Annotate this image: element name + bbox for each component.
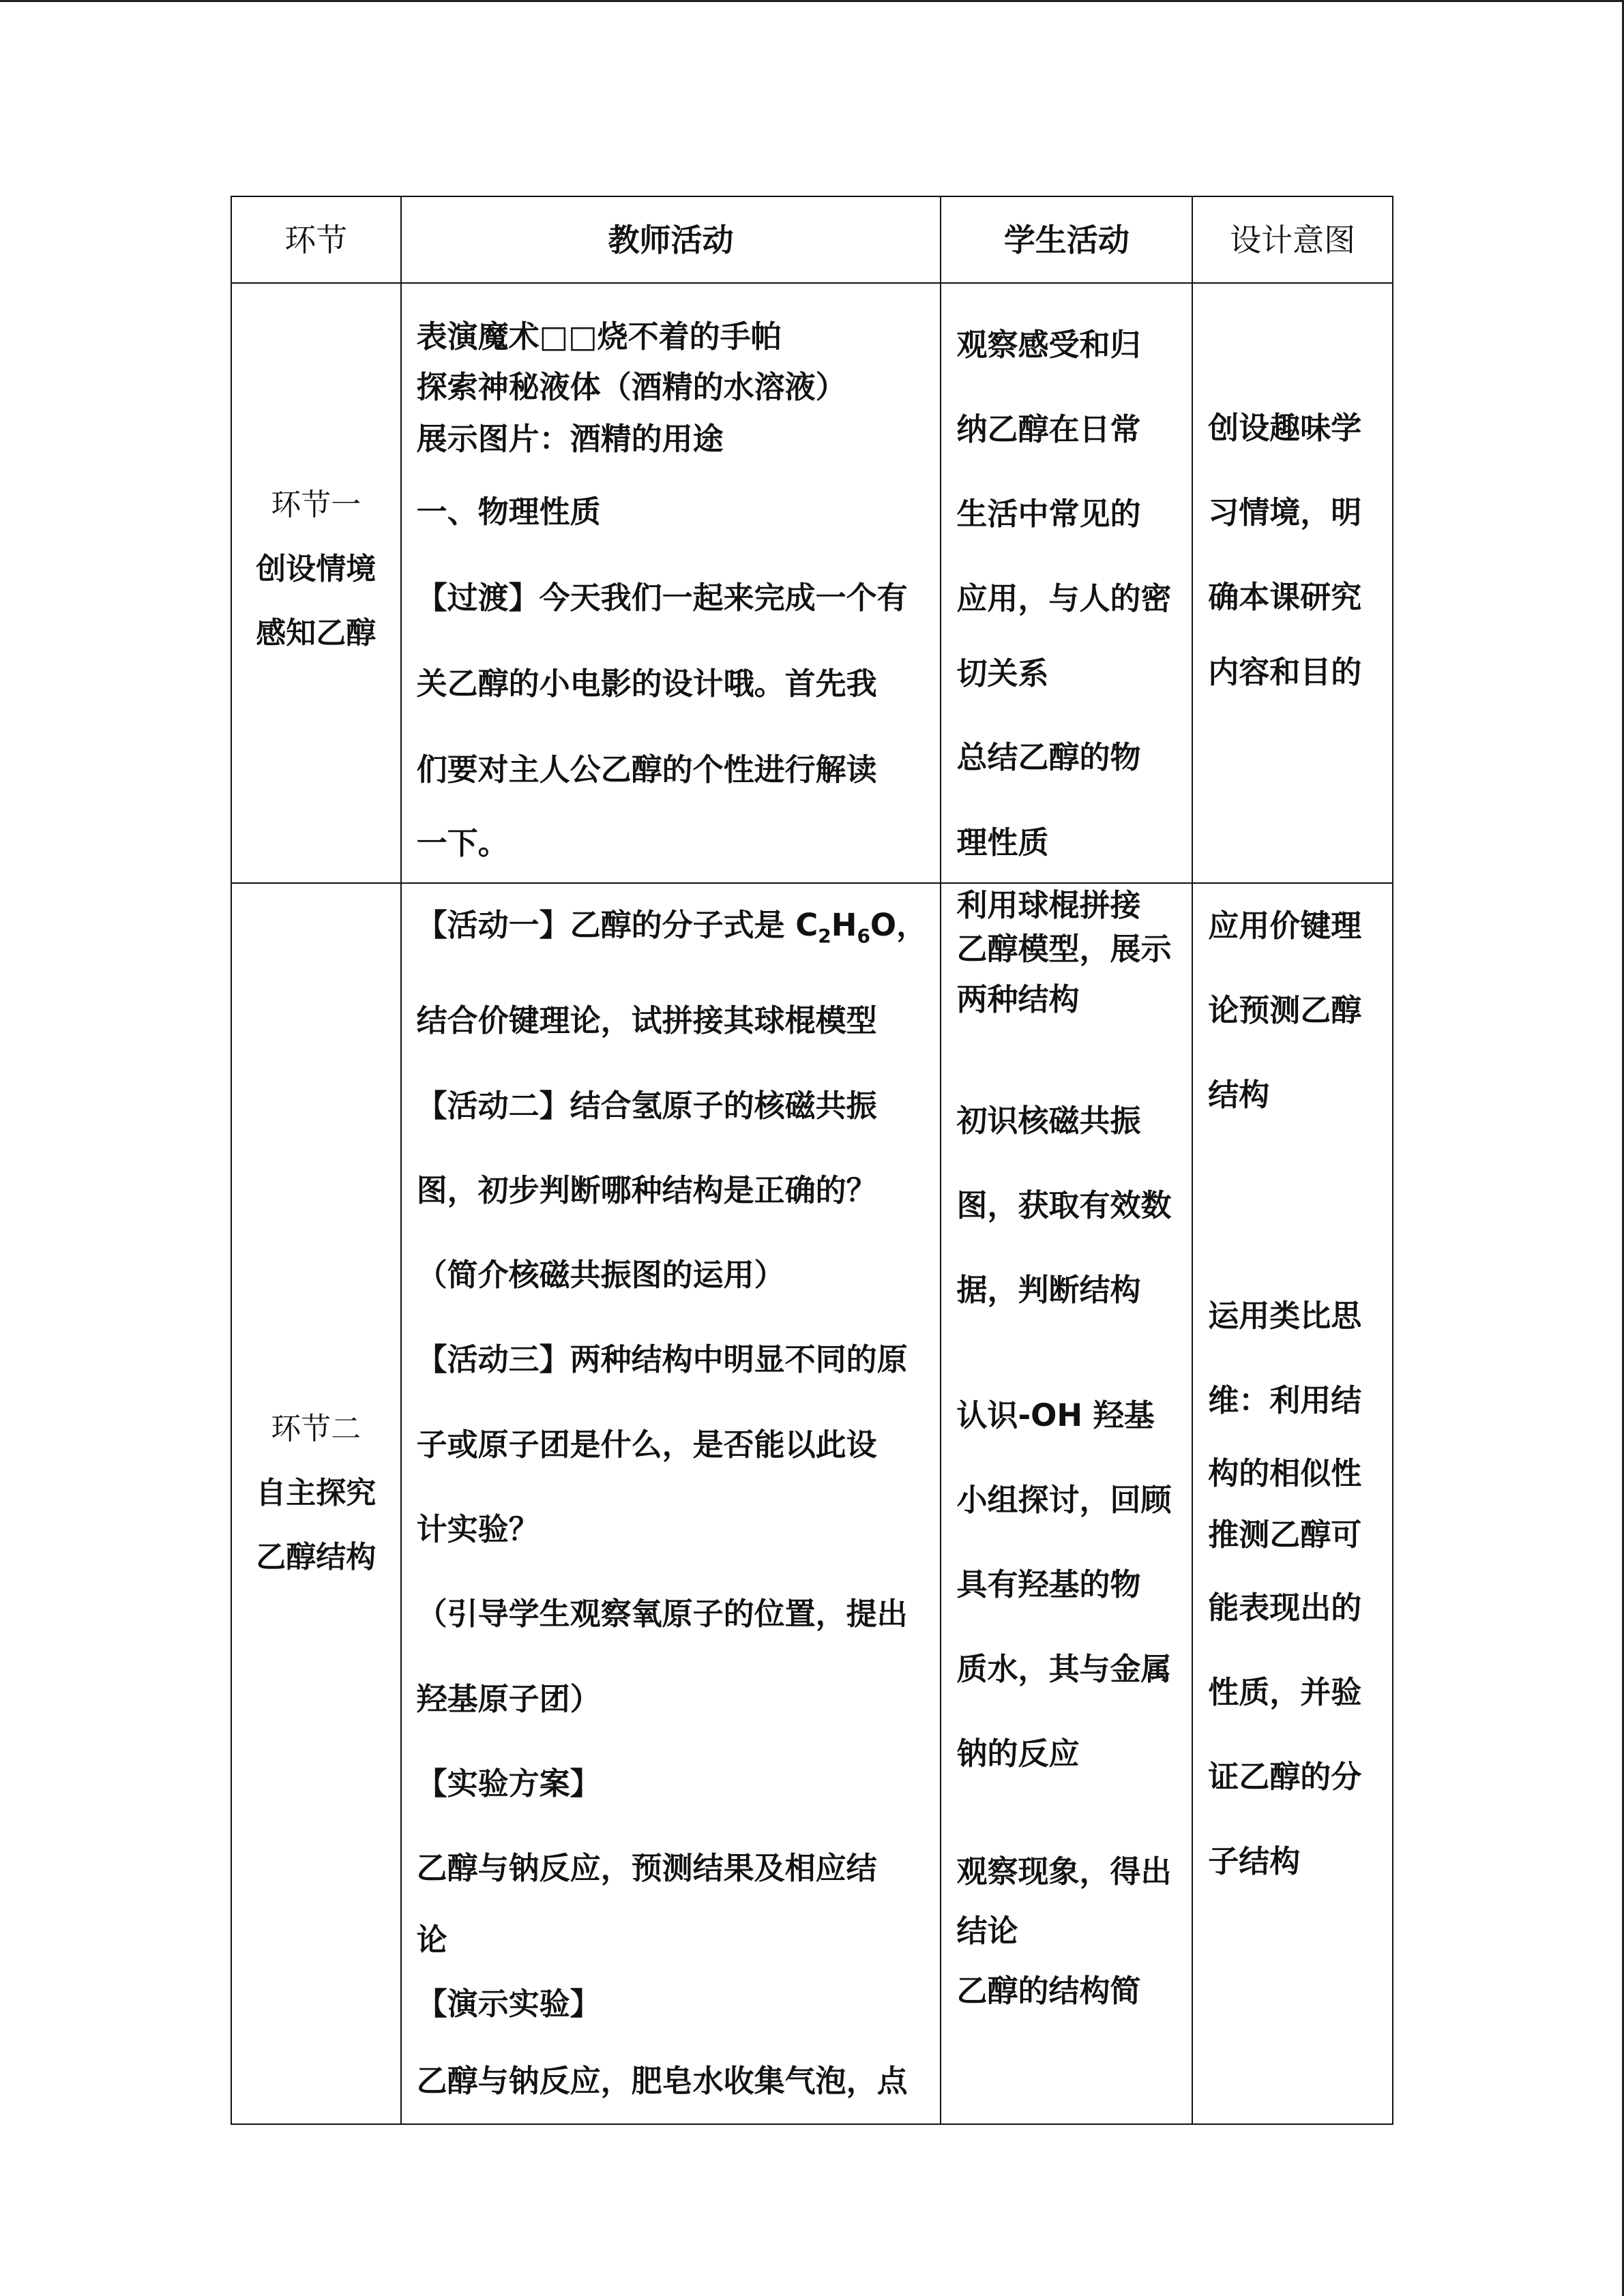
teacher-formula-sub2: 6 [857, 925, 870, 947]
teacher-line: 们要对主人公乙醇的个性进行解读 [416, 751, 877, 788]
header-design-intent: 设计意图 [1192, 196, 1393, 283]
student-line: 钠的反应 [956, 1735, 1080, 1772]
teacher-line: 图，初步判断哪种结构是正确的？ [416, 1172, 877, 1208]
teacher-line: 【过渡】今天我们一起来完成一个有 [416, 580, 908, 616]
intent-line: 能表现出的 [1208, 1590, 1362, 1626]
intent-line: 运用类比思 [1208, 1298, 1362, 1334]
stage-two-teacher-cell [401, 883, 941, 2124]
intent-line: 子结构 [1208, 1843, 1301, 1879]
stage-one-teacher-cell [401, 283, 941, 883]
table-row-stage-two [231, 883, 1393, 2124]
teacher-line: 表演魔术□□烧不着的手帕 [416, 318, 782, 355]
table-row-stage-one [231, 283, 1393, 883]
intent-line: 推测乙醇可 [1208, 1517, 1362, 1553]
teacher-line: 探索神秘液体（酒精的水溶液） [416, 369, 846, 405]
teacher-line: 乙醇与钠反应，预测结果及相应结 [416, 1850, 877, 1886]
student-line: 观察现象，得出 [956, 1853, 1172, 1890]
student-line: 应用，与人的密 [956, 580, 1172, 616]
table-header-row [231, 196, 1393, 283]
student-line: 质水，其与金属 [956, 1651, 1172, 1687]
header-teacher-activity: 教师活动 [401, 196, 941, 283]
stage-one-student-cell [941, 283, 1192, 883]
stage-two-cell [231, 883, 401, 2124]
teacher-line: 羟基原子团） [416, 1681, 601, 1717]
student-line: 切关系 [956, 655, 1049, 691]
teacher-formula-sub1: 2 [818, 925, 831, 947]
intent-line: 性质，并验 [1208, 1674, 1362, 1710]
student-line: 观察感受和归 [956, 327, 1141, 363]
teacher-formula-prefix: 【活动一】乙醇的分子式是 C [416, 907, 818, 943]
student-line: 纳乙醇在日常 [956, 411, 1141, 447]
teacher-line: 乙醇与钠反应，肥皂水收集气泡，点 [416, 2063, 908, 2099]
teacher-line: 【演示实验】 [416, 1986, 601, 2022]
teacher-formula-line [417, 884, 935, 978]
intent-line: 构的相似性 [1208, 1455, 1362, 1491]
intent-line: 内容和目的 [1208, 654, 1362, 690]
student-line: 乙醇模型，展示 [956, 931, 1172, 967]
stage-one-title-line2: 感知乙醇 [256, 616, 377, 651]
stage-two-intent-cell [1192, 883, 1393, 2124]
student-line: 认识-OH 羟基 [956, 1397, 1155, 1433]
stage-two-student-cell [941, 883, 1192, 2124]
stage-two-title-line2: 乙醇结构 [256, 1540, 377, 1575]
student-line: 生活中常见的 [956, 496, 1141, 532]
teacher-formula-suffix: O， [870, 907, 928, 943]
teacher-formula-mid: H [831, 907, 857, 943]
student-line: 总结乙醇的物 [956, 739, 1141, 775]
teacher-line: 计实验？ [416, 1511, 540, 1547]
header-student-activity: 学生活动 [941, 196, 1192, 283]
teacher-line: 【活动三】两种结构中明显不同的原 [416, 1341, 908, 1377]
stage-one-cell [231, 283, 401, 883]
intent-line: 应用价键理 [1208, 908, 1362, 944]
teacher-line: 论 [416, 1922, 447, 1958]
stage-one-title-line1: 创设情境 [256, 552, 377, 586]
teacher-line: 一下。 [416, 825, 509, 861]
header-stage: 环节 [231, 196, 401, 283]
intent-line: 论预测乙醇 [1208, 992, 1362, 1028]
stage-one-intent-cell [1192, 283, 1393, 883]
stage-one-number: 环节一 [271, 488, 361, 522]
teacher-line: 【实验方案】 [416, 1765, 601, 1802]
student-line: 具有羟基的物 [956, 1566, 1141, 1602]
student-line: 利用球棍拼接 [956, 887, 1141, 923]
intent-line: 确本课研究 [1208, 579, 1362, 615]
student-line: 两种结构 [956, 981, 1080, 1017]
student-line: 结论 [956, 1913, 1018, 1949]
teacher-line: 结合价键理论，试拼接其球棍模型 [416, 1002, 877, 1039]
teacher-line: 【活动二】结合氢原子的核磁共振 [416, 1088, 877, 1124]
lesson-plan-table [231, 196, 1393, 2125]
student-line: 初识核磁共振 [956, 1103, 1141, 1139]
intent-line: 习情境，明 [1208, 494, 1362, 531]
teacher-line: （简介核磁共振图的运用） [416, 1257, 785, 1293]
student-line: 图，获取有效数 [956, 1187, 1172, 1223]
intent-line: 创设趣味学 [1208, 410, 1362, 446]
student-line: 据，判断结构 [956, 1272, 1141, 1308]
intent-line: 证乙醇的分 [1208, 1759, 1362, 1795]
page-top-border [0, 0, 1624, 2]
student-line: 小组探讨，回顾 [956, 1482, 1172, 1518]
intent-line: 结构 [1208, 1077, 1270, 1113]
teacher-line: （引导学生观察氧原子的位置，提出 [416, 1596, 908, 1632]
teacher-line: 关乙醇的小电影的设计哦。首先我 [416, 666, 877, 702]
teacher-line: 子或原子团是什么，是否能以此设 [416, 1427, 877, 1463]
teacher-line: 展示图片：酒精的用途 [416, 421, 724, 457]
intent-line: 维：利用结 [1208, 1382, 1362, 1418]
student-line: 乙醇的结构简 [956, 1973, 1141, 2009]
stage-two-title-line1: 自主探究 [256, 1476, 377, 1510]
teacher-line: 一、物理性质 [416, 494, 601, 530]
stage-two-number: 环节二 [271, 1412, 361, 1446]
student-line: 理性质 [956, 824, 1049, 861]
